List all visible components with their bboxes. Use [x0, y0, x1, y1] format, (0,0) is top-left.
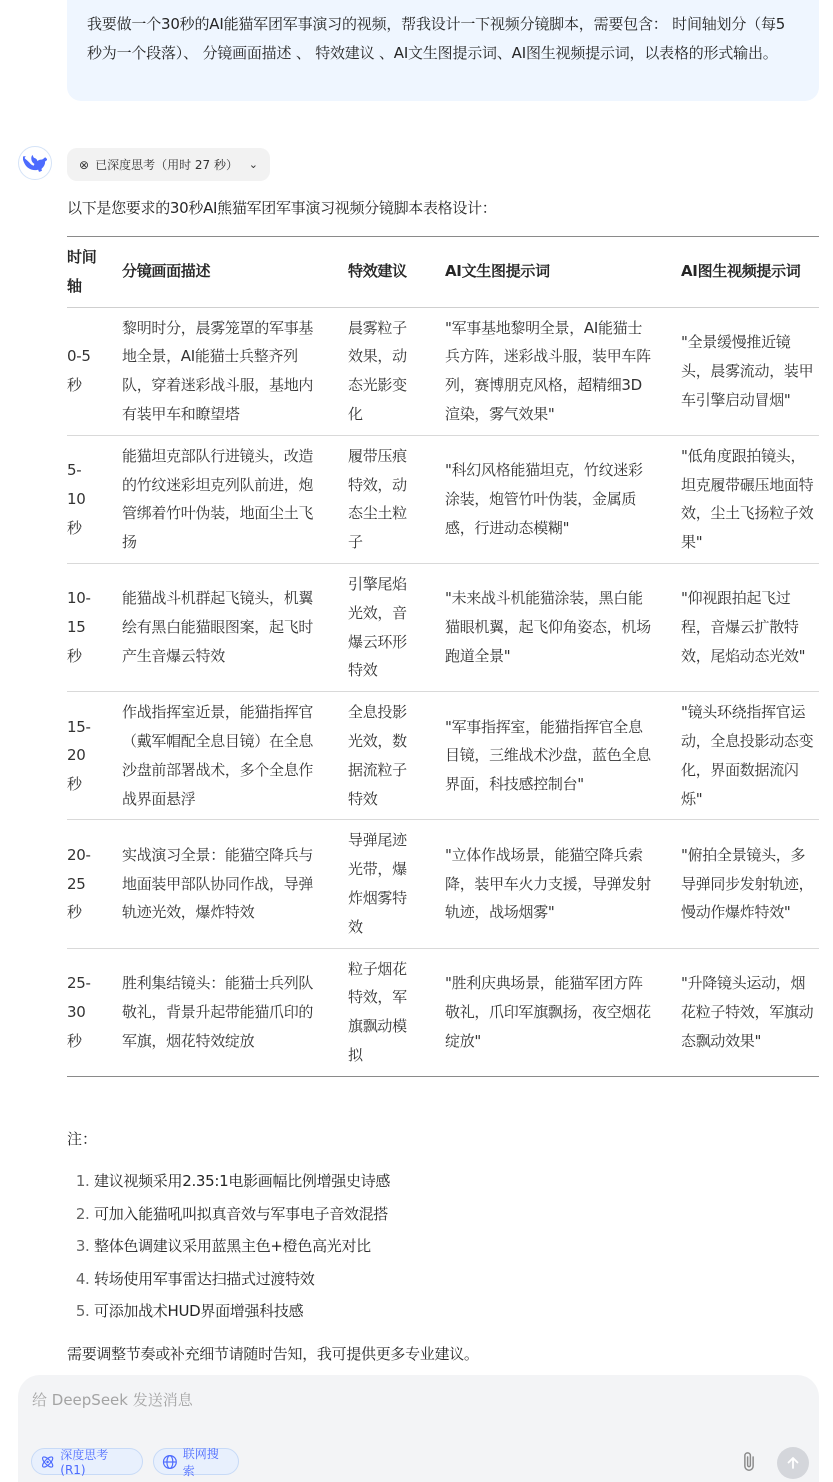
list-item: 3. 整体色调建议采用蓝黑主色+橙色高光对比	[94, 1230, 390, 1263]
globe-icon	[162, 1454, 178, 1470]
assistant-avatar	[18, 146, 52, 180]
cell-effects: 粒子烟花特效，军旗飘动模拟	[348, 959, 407, 1064]
cell-scene: 实战演习全景：能猫空降兵与地面装甲部队协同作战，导弹轨迹光效，爆炸特效	[122, 845, 314, 922]
table-row	[67, 563, 819, 691]
table-row	[67, 435, 819, 563]
cell-timeline: 25-30秒	[67, 973, 91, 1050]
cell-effects: 履带压痕特效，动态尘土粒子	[348, 446, 407, 552]
cell-t2i-prompt: "军事基地黎明全景，AI能猫士兵方阵，迷彩战斗服，装甲车阵列，赛博朋克风格，超精细3D渲染，雾气效果"	[445, 318, 651, 423]
web-search-toggle[interactable]	[153, 1446, 239, 1478]
cell-t2i-prompt: "立体作战场景，能猫空降兵索降，装甲车火力支援，导弹发射轨迹，战场烟雾"	[445, 845, 651, 922]
table-row	[67, 820, 819, 948]
cell-i2v-prompt: "升降镜头运动，烟花粒子特效，军旗动态飘动效果"	[681, 973, 814, 1050]
arrow-up-icon	[785, 1455, 801, 1471]
send-button[interactable]	[777, 1447, 809, 1479]
cell-i2v-prompt: "低角度跟拍镜头，坦克履带碾压地面特效，尘土飞扬粒子效果"	[681, 446, 814, 552]
cell-t2i-prompt: "军事指挥室，能猫指挥官全息目镜，三维战术沙盘，蓝色全息界面，科技感控制台"	[445, 717, 651, 794]
table-row	[67, 948, 819, 1076]
user-message-bubble	[67, 0, 819, 101]
cell-scene: 能猫战斗机群起飞镜头，机翼绘有黑白能猫眼图案，起飞时产生音爆云特效	[122, 589, 314, 665]
cell-i2v-prompt: "仰视跟拍起飞过程，音爆云扩散特效，尾焰动态光效"	[681, 589, 806, 665]
cell-i2v-prompt: "俯拍全景镜头，多导弹同步发射轨迹，慢动作爆炸特效"	[681, 845, 814, 922]
header-effects: 特效建议	[348, 262, 407, 281]
cell-effects: 导弹尾迹光带，爆炸烟雾特效	[348, 831, 407, 936]
header-i2v-prompt: AI图生视频提示词	[681, 262, 801, 281]
cell-timeline: 5-10秒	[67, 461, 86, 537]
atom-icon	[40, 1454, 55, 1470]
message-composer[interactable]	[18, 1375, 819, 1482]
table-header-row	[67, 237, 819, 308]
assistant-intro: 以下是您要求的30秒AI熊猫军团军事演习视频分镜脚本表格设计：	[67, 199, 497, 217]
table-row	[67, 692, 819, 820]
chevron-down-icon: ⌄	[248, 158, 258, 171]
notes-heading: 注：	[67, 1130, 98, 1148]
cell-i2v-prompt: "全景缓慢推近镜头，晨雾流动，装甲车引擎启动冒烟"	[681, 332, 814, 409]
cell-effects: 全息投影光效，数据流粒子特效	[348, 703, 407, 808]
table-row	[67, 307, 819, 435]
cell-timeline: 10-15秒	[67, 589, 91, 665]
cell-t2i-prompt: "科幻风格能猫坦克，竹纹迷彩涂装，炮管竹叶伪装，金属质感，行进动态模糊"	[445, 461, 643, 537]
storyboard-table	[67, 236, 819, 1077]
cell-scene: 能猫坦克部队行进镜头，改造的竹纹迷彩坦克列队前进，炮管绑着竹叶伪装，地面尘土飞扬	[122, 446, 314, 552]
assistant-closing: 需要调整节奏或补充细节请随时告知，我可提供更多专业建议。	[67, 1345, 479, 1363]
cell-scene: 胜利集结镜头：能猫士兵列队敬礼，背景升起带能猫爪印的军旗，烟花特效绽放	[122, 973, 314, 1050]
header-scene: 分镜画面描述	[122, 262, 211, 281]
deep-think-toggle[interactable]	[31, 1448, 143, 1475]
header-timeline: 时间轴	[67, 248, 97, 295]
cell-effects: 引擎尾焰光效，音爆云环形特效	[348, 574, 407, 680]
cell-timeline: 15-20秒	[67, 717, 91, 794]
atom-icon: ⊗	[79, 157, 90, 172]
deepseek-whale-icon	[23, 153, 47, 173]
cell-i2v-prompt: "镜头环绕指挥官运动，全息投影动态变化，界面数据流闪烁"	[681, 703, 814, 808]
list-item: 4. 转场使用军事雷达扫描式过渡特效	[94, 1263, 390, 1296]
thinking-label: 已深度思考（用时 27 秒）	[95, 158, 238, 172]
cell-effects: 晨雾粒子效果，动态光影变化	[348, 318, 407, 423]
cell-timeline: 0-5秒	[67, 347, 91, 395]
paperclip-icon[interactable]	[738, 1451, 760, 1473]
header-t2i-prompt: AI文生图提示词	[445, 262, 550, 281]
cell-t2i-prompt: "胜利庆典场景，能猫军团方阵敬礼，爪印军旗飘扬，夜空烟花绽放"	[445, 973, 651, 1050]
notes-list	[67, 1165, 390, 1328]
message-input[interactable]: 给 DeepSeek 发送消息	[32, 1391, 193, 1409]
deep-think-label: 深度思考 (R1)	[60, 1448, 109, 1477]
list-item: 2. 可加入能猫吼叫拟真音效与军事电子音效混搭	[94, 1198, 390, 1231]
cell-t2i-prompt: "未来战斗机能猫涂装，黑白能猫眼机翼，起飞仰角姿态，机场跑道全景"	[445, 589, 651, 665]
list-item: 1. 建议视频采用2.35:1电影画幅比例增强史诗感	[94, 1165, 390, 1198]
cell-scene: 作战指挥室近景，能猫指挥官（戴军帽配全息目镜）在全息沙盘前部署战术，多个全息作战界面悬浮	[122, 703, 314, 808]
thinking-toggle[interactable]	[67, 148, 270, 181]
list-item: 5. 可添加战术HUD界面增强科技感	[94, 1295, 390, 1328]
cell-timeline: 20-25秒	[67, 845, 91, 922]
web-search-label: 联网搜索	[182, 1446, 219, 1478]
user-message-text: 我要做一个30秒的AI能猫军团军事演习的视频，帮我设计一下视频分镜脚本，需要包含： 时间轴划分（每5秒为一个段落）、 分镜画面描述 、 特效建议 、AI文生图提示词、AI图生视频提示词，以表格的形式输出。	[87, 15, 786, 62]
cell-scene: 黎明时分，晨雾笼罩的军事基地全景，AI能猫士兵整齐列队，穿着迷彩战斗服，基地内有装甲车和瞭望塔	[122, 318, 314, 423]
